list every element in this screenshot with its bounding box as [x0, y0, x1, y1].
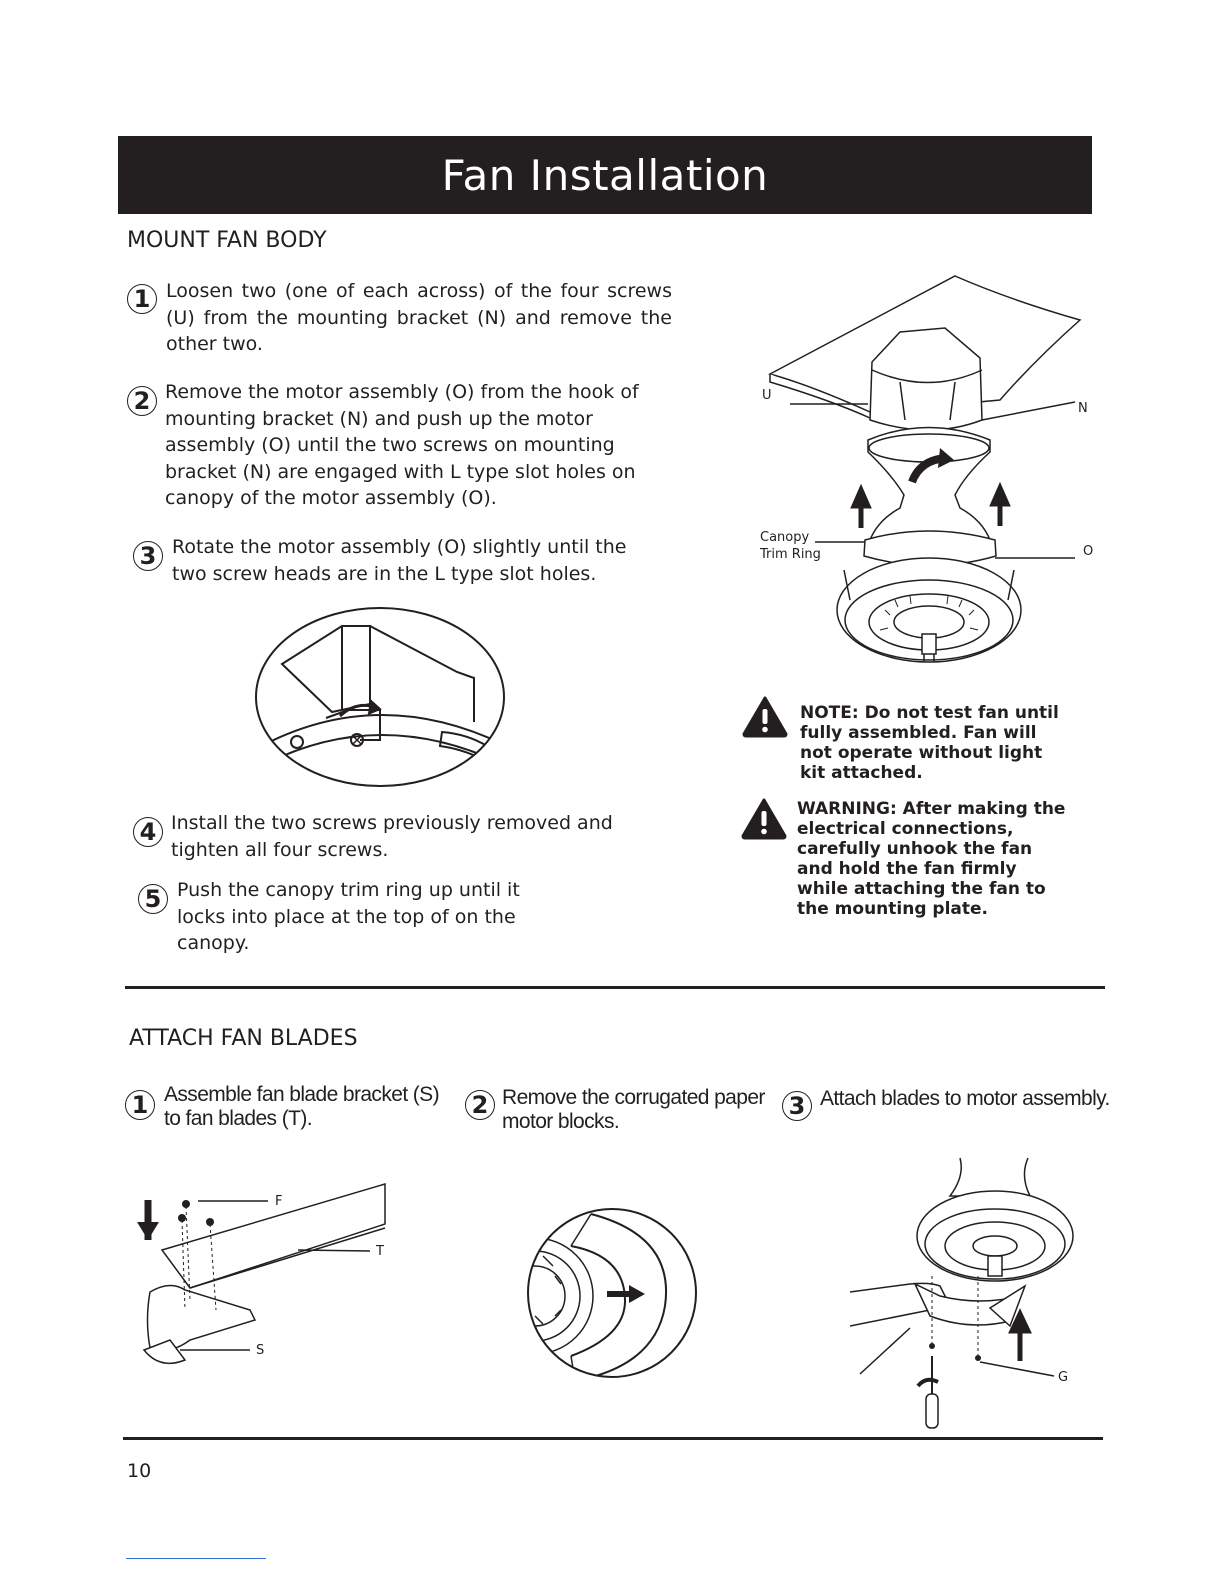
l-slot-detail-figure: [252, 604, 508, 790]
motor-assembly-figure: [750, 270, 1110, 680]
blades-step-2-number: 2: [465, 1090, 495, 1120]
label-trim-ring: Trim Ring: [760, 547, 821, 562]
motor-block-removal-figure: [525, 1206, 700, 1381]
mount-step-3-number: 3: [133, 541, 163, 571]
mount-step-1-number: 1: [127, 284, 157, 314]
label-t: T: [376, 1244, 384, 1259]
section-divider: [125, 986, 1105, 989]
blades-step-1-text: Assemble fan blade bracket (S) to fan blades (T).: [164, 1083, 439, 1130]
attach-blades-figure: [850, 1156, 1080, 1436]
mount-step-4-number: 4: [133, 817, 163, 847]
blades-step-2-text: Remove the corrugated paper motor blocks.: [502, 1086, 765, 1133]
blade-bracket-figure: [130, 1180, 400, 1380]
mount-step-5-number: 5: [138, 884, 168, 914]
label-s: S: [256, 1343, 265, 1358]
warning-text: WARNING: After making the electrical connections, carefully unhook the fan and hold the fan firmly while attaching the fan to the mounting plate.: [797, 799, 1066, 919]
mount-step-2-text: Remove the motor assembly (O) from the hook of mounting bracket (N) and push up the motor assembly (O) until the two screws on mounting bracket (N) are engaged with L type slot holes on canopy of the motor assembly (O).: [165, 381, 639, 509]
note-text: NOTE: Do not test fan until fully assembled. Fan will not operate without light kit attached.: [800, 703, 1059, 783]
note-warning-icon: [742, 696, 788, 738]
attach-fan-blades-heading: ATTACH FAN BLADES: [129, 1026, 358, 1051]
blades-step-3-number: 3: [782, 1091, 812, 1121]
mount-step-3-text: Rotate the motor assembly (O) slightly until the two screw heads are in the L type slot holes.: [172, 536, 627, 585]
label-n: N: [1078, 401, 1088, 416]
title-banner: [118, 136, 1092, 214]
label-u: U: [762, 388, 772, 403]
mount-step-1-text: Loosen two (one of each across) of the four screws (U) from the mounting bracket (N) and remove the other two.: [166, 280, 672, 355]
footer-divider: [123, 1437, 1103, 1440]
label-g: G: [1058, 1370, 1069, 1385]
mount-step-2-number: 2: [127, 386, 157, 416]
footer-line: [126, 1558, 266, 1559]
mount-fan-body-heading: MOUNT FAN BODY: [127, 228, 327, 253]
page-number: 10: [127, 1460, 152, 1482]
label-o: O: [1083, 544, 1094, 559]
blades-step-1-number: 1: [125, 1090, 155, 1120]
label-f: F: [275, 1194, 283, 1209]
blades-step-3-text: Attach blades to motor assembly.: [820, 1087, 1110, 1110]
label-canopy: Canopy: [760, 530, 810, 545]
warning-icon: [741, 798, 787, 840]
page-title: Fan Installation: [441, 150, 769, 200]
mount-step-4-text: Install the two screws previously removed and tighten all four screws.: [171, 812, 613, 861]
mount-step-5-text: Push the canopy trim ring up until it locks into place at the top of on the canopy.: [177, 879, 520, 954]
